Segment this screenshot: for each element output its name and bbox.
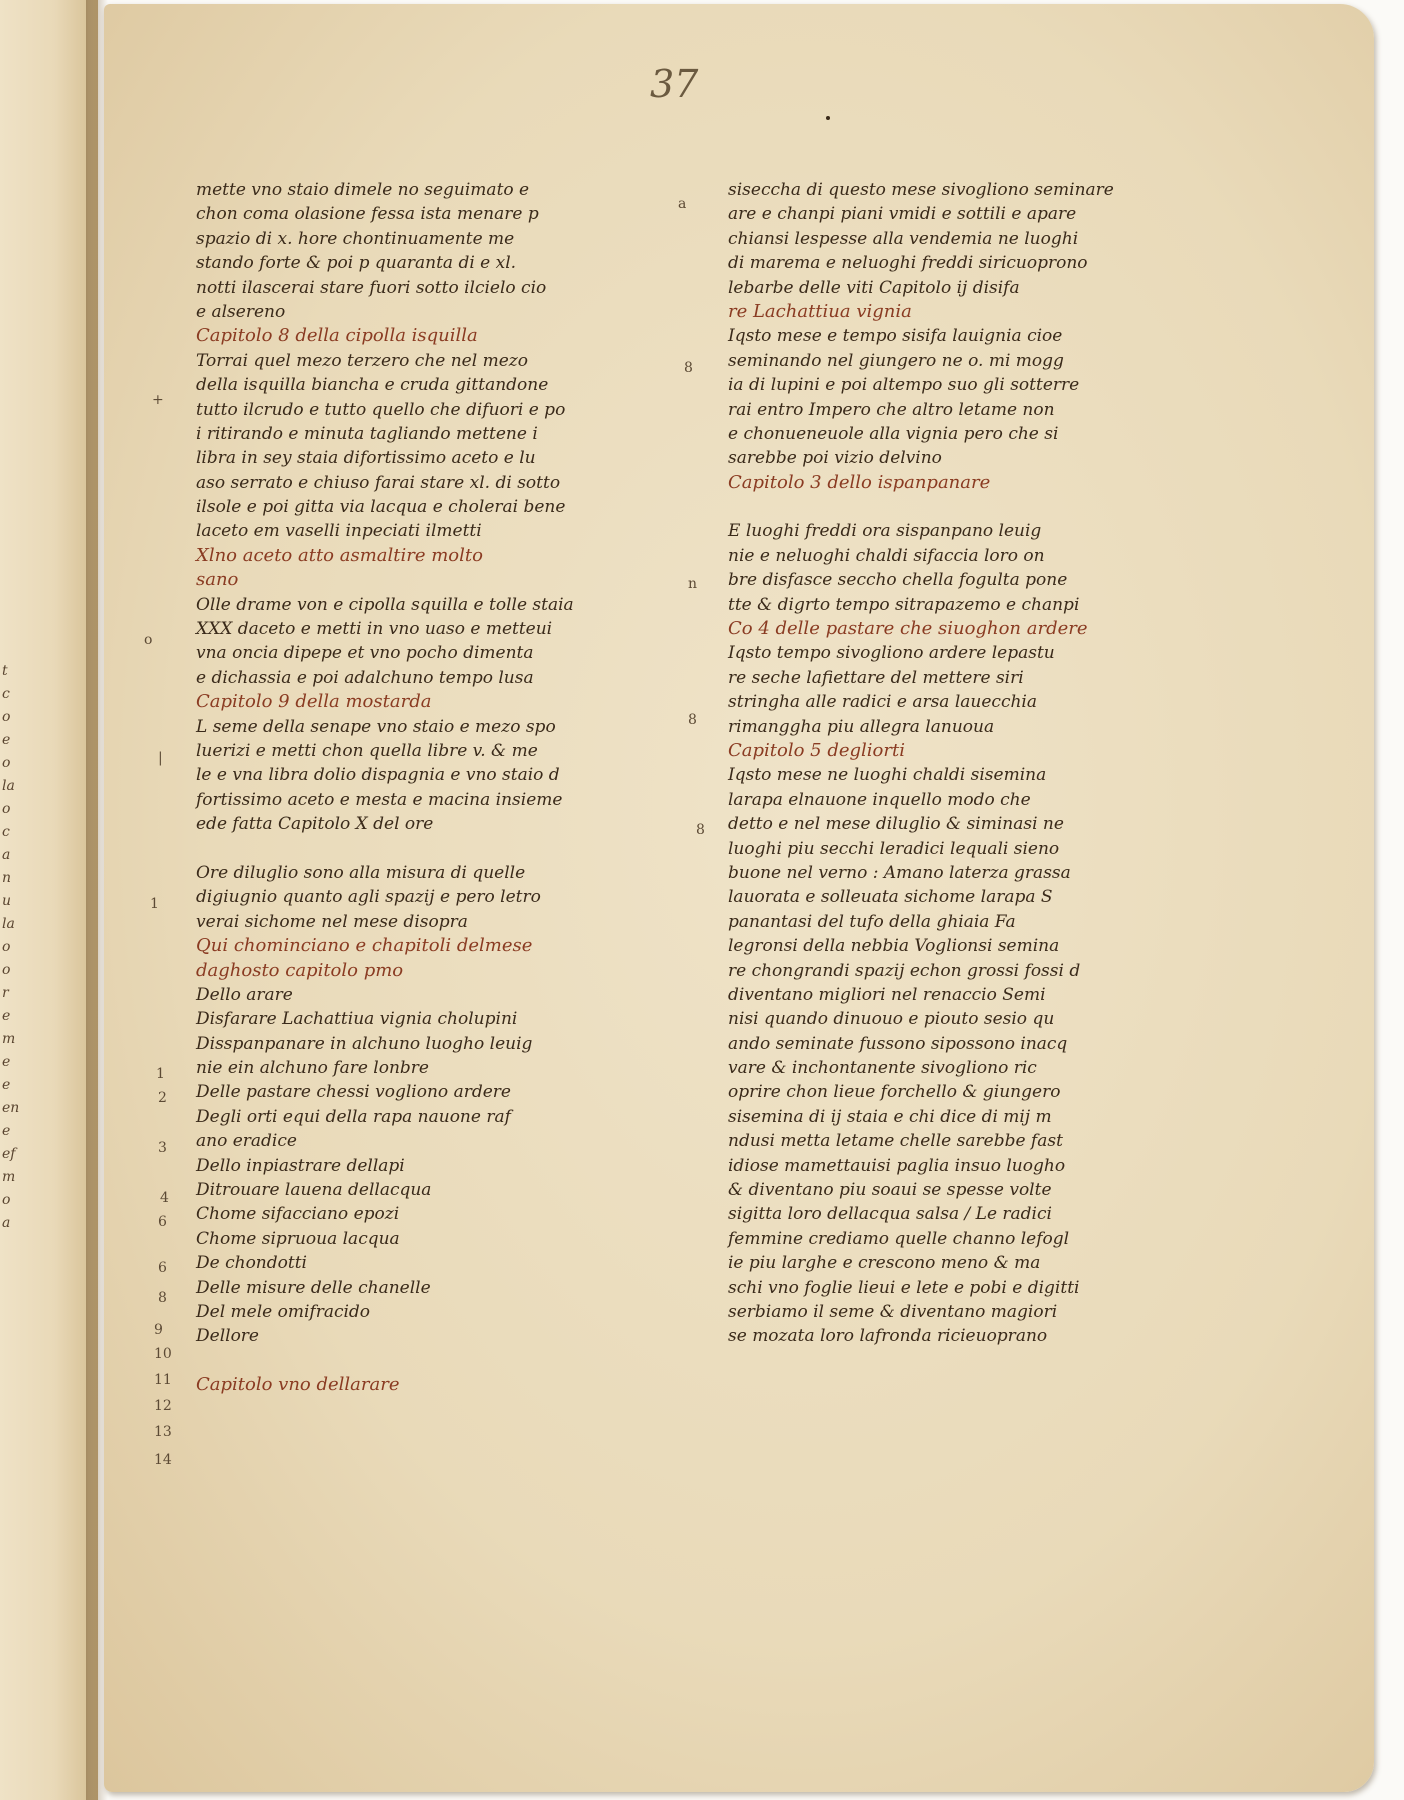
text-line: sisemina di ij staia e chi dice di mij m xyxy=(728,1106,1052,1127)
text-line: chiansi lespesse alla vendemia ne luoghi xyxy=(728,228,1079,249)
previous-page-fragment: m xyxy=(2,1169,16,1185)
text-line: verai sichome nel mese disopra xyxy=(196,911,468,932)
text-line: stringha alle radici e arsa lauecchia xyxy=(728,692,1037,713)
text-line: spazio di x. hore chontinuamente me xyxy=(196,228,515,249)
margin-mark: 8 xyxy=(688,712,697,728)
previous-page-fragment: c xyxy=(2,686,10,702)
text-line: aso serrato e chiuso farai stare xl. di sotto xyxy=(196,472,561,493)
text-line: Chome sipruoua lacqua xyxy=(196,1228,400,1249)
text-line: legronsi della nebbia Voglionsi semina xyxy=(728,936,1060,957)
text-line: ando seminate fussono sipossono inacq xyxy=(728,1033,1068,1054)
text-line xyxy=(196,837,666,861)
text-line: tutto ilcrudo e tutto quello che difuori e po xyxy=(196,399,566,420)
text-line: Disspanpanare in alchuno luogho leuig xyxy=(196,1033,533,1054)
right-text-column xyxy=(728,178,1198,1349)
text-line: buone nel verno : Amano laterza grassa xyxy=(728,862,1071,883)
text-line: tte & digrto tempo sitrapazemo e chanpi xyxy=(728,594,1080,615)
text-line: della isquilla biancha e cruda gittandone xyxy=(196,375,549,396)
previous-page-fragment: o xyxy=(2,962,11,978)
previous-page-fragment: e xyxy=(2,732,11,748)
margin-mark: 3 xyxy=(158,1140,167,1156)
text-line: L seme della senape vno staio e mezo spo xyxy=(196,716,556,737)
text-line: le e vna libra dolio dispagnia e vno staio d xyxy=(196,765,560,786)
margin-mark: 14 xyxy=(154,1452,172,1468)
text-line: e alsereno xyxy=(196,301,286,322)
text-line: di marema e neluoghi freddi siricuoprono xyxy=(728,253,1088,274)
previous-page-text xyxy=(2,660,32,1235)
rubric-line: daghosto capitolo pmo xyxy=(196,959,404,981)
previous-page-fragment: c xyxy=(2,824,10,840)
text-line: diventano migliori nel renaccio Semi xyxy=(728,984,1046,1005)
margin-mark: 4 xyxy=(160,1190,169,1206)
text-line: schi vno foglie lieui e lete e pobi e digitti xyxy=(728,1277,1080,1298)
rubric-line: re Lachattiua vignia xyxy=(728,300,912,322)
previous-page-fragment: e xyxy=(2,1123,11,1139)
text-line: Torrai quel mezo terzero che nel mezo xyxy=(196,350,528,371)
previous-page-fragment: n xyxy=(2,870,12,886)
text-line: serbiamo il seme & diventano magiori xyxy=(728,1301,1058,1322)
margin-mark: | xyxy=(158,750,163,766)
text-line: mette vno staio dimele no seguimato e xyxy=(196,180,530,200)
text-line: oprire chon lieue forchello & giungero xyxy=(728,1082,1061,1103)
margin-mark: 8 xyxy=(684,360,693,376)
text-line: panantasi del tufo della ghiaia Fa xyxy=(728,911,1016,932)
text-line: re chongrandi spazij echon grossi fossi d xyxy=(728,960,1081,981)
text-line: Del mele omifracido xyxy=(196,1301,371,1322)
text-line: nie e neluoghi chaldi sifaccia loro on xyxy=(728,545,1045,566)
text-line: Disfarare Lachattiua vignia cholupini xyxy=(196,1009,518,1030)
previous-page-fragment: o xyxy=(2,801,11,817)
previous-page-fragment: la xyxy=(2,778,15,794)
previous-page-fragment: e xyxy=(2,1077,11,1093)
text-line: i ritirando e minuta tagliando mettene i xyxy=(196,423,538,444)
text-line: ia di lupini e poi altempo suo gli sotterre xyxy=(728,375,1080,396)
text-line: stando forte & poi p quaranta di e xl. xyxy=(196,253,517,274)
text-line: Iqsto mese ne luoghi chaldi sisemina xyxy=(728,765,1047,786)
text-line: libra in sey staia difortissimo aceto e lu xyxy=(196,448,536,469)
text-line: idiose mamettauisi paglia insuo luogho xyxy=(728,1155,1066,1176)
text-line: nie ein alchuno fare lonbre xyxy=(196,1058,429,1079)
text-line: lauorata e solleuata sichome larapa S xyxy=(728,887,1053,908)
margin-mark: 2 xyxy=(158,1090,167,1106)
text-line: bre disfasce seccho chella fogulta pone xyxy=(728,570,1068,591)
text-line: fortissimo aceto e mesta e macina insieme xyxy=(196,789,563,810)
rubric-line: Qui chominciano e chapitoli delmese xyxy=(196,935,533,957)
text-line: Ore diluglio sono alla misura di quelle xyxy=(196,862,526,883)
text-line: De chondotti xyxy=(196,1253,307,1274)
margin-mark: 1 xyxy=(150,896,159,912)
previous-page-fragment: a xyxy=(2,1215,11,1231)
text-line: sigitta loro dellacqua salsa / Le radici xyxy=(728,1204,1052,1225)
text-line: siseccha di questo mese sivogliono seminare xyxy=(728,180,1114,200)
margin-mark: 8 xyxy=(696,822,705,838)
margin-mark: a xyxy=(678,196,687,212)
rubric-line: Capitolo vno dellarare xyxy=(196,1374,400,1396)
previous-page-fragment: e xyxy=(2,1054,11,1070)
text-line: larapa elnauone inquello modo che xyxy=(728,789,1031,810)
text-line: notti ilascerai stare fuori sotto ilcielo cio xyxy=(196,277,547,298)
margin-mark: 6 xyxy=(158,1214,167,1230)
text-line: Dellore xyxy=(196,1326,259,1347)
text-line: chon coma olasione fessa ista menare p xyxy=(196,204,539,225)
left-text-column xyxy=(196,178,666,1398)
text-line xyxy=(728,495,1198,519)
rubric-line: sano xyxy=(196,569,239,591)
text-line: e chonueneuole alla vignia pero che si xyxy=(728,423,1059,444)
text-line: ie piu larghe e crescono meno & ma xyxy=(728,1253,1041,1274)
rubric-line: Capitolo 8 della cipolla isquilla xyxy=(196,325,478,347)
previous-page-fragment: ef xyxy=(2,1146,16,1162)
previous-page-fragment: o xyxy=(2,939,11,955)
margin-mark: o xyxy=(144,632,153,648)
margin-mark: 1 xyxy=(156,1066,165,1082)
text-line: Iqsto mese e tempo sisifa lauignia cioe xyxy=(728,326,1063,347)
text-line: digiugnio quanto agli spazij e pero letro xyxy=(196,887,541,908)
text-line: Iqsto tempo sivogliono ardere lepastu xyxy=(728,643,1055,664)
text-line: Dello arare xyxy=(196,984,293,1005)
text-line: vna oncia dipepe et vno pocho dimenta xyxy=(196,643,534,664)
text-line: Delle misure delle chanelle xyxy=(196,1277,431,1298)
margin-mark: 10 xyxy=(154,1346,172,1362)
previous-page-fragment: a xyxy=(2,847,11,863)
margin-mark: + xyxy=(152,392,164,408)
text-line: lebarbe delle viti Capitolo ij disifa xyxy=(728,277,1020,298)
previous-page-fragment: o xyxy=(2,709,11,725)
margin-mark: 12 xyxy=(154,1398,172,1414)
text-line: rai entro Impero che altro letame non xyxy=(728,399,1055,420)
rubric-line: Xlno aceto atto asmaltire molto xyxy=(196,544,483,566)
previous-page-fragment: en xyxy=(2,1100,20,1116)
text-line: Dello inpiastrare dellapi xyxy=(196,1155,405,1176)
margin-mark: 13 xyxy=(154,1424,172,1440)
text-line: Chome sifacciano epozi xyxy=(196,1204,400,1225)
text-line: rimanggha piu allegra lanuoua xyxy=(728,716,995,737)
text-line: luoghi piu secchi leradici lequali sieno xyxy=(728,838,1060,859)
rubric-line: Co 4 delle pastare che siuoghon ardere xyxy=(728,618,1088,640)
folio-number: 37 xyxy=(650,62,699,106)
text-line: XXX daceto e metti in vno uaso e metteui xyxy=(196,619,553,640)
margin-mark: 11 xyxy=(154,1372,172,1388)
previous-page-fragment: o xyxy=(2,755,11,771)
previous-page-fragment: e xyxy=(2,1008,11,1024)
text-line: se mozata loro lafronda ricieuoprano xyxy=(728,1326,1048,1347)
text-line: ndusi metta letame chelle sarebbe fast xyxy=(728,1131,1063,1152)
text-line: Olle drame von e cipolla squilla e tolle staia xyxy=(196,594,574,615)
text-line: Degli orti equi della rapa nauone raf xyxy=(196,1106,511,1127)
text-line: & diventano piu soaui se spesse volte xyxy=(728,1180,1052,1201)
text-line: nisi quando dinuouo e piouto sesio qu xyxy=(728,1009,1055,1030)
margin-mark: n xyxy=(688,576,698,592)
rubric-line: Capitolo 9 della mostarda xyxy=(196,691,432,713)
margin-mark: 9 xyxy=(154,1322,163,1338)
text-line: detto e nel mese diluglio & siminasi ne xyxy=(728,814,1064,835)
text-line: Ditrouare lauena dellacqua xyxy=(196,1180,432,1201)
previous-page-fragment: o xyxy=(2,1192,11,1208)
text-line: sarebbe poi vizio delvino xyxy=(728,448,942,469)
margin-mark: 8 xyxy=(158,1290,167,1306)
text-line: are e chanpi piani vmidi e sottili e apare xyxy=(728,204,1077,225)
text-line: luerizi e metti chon quella libre v. & me xyxy=(196,740,538,761)
text-line: vare & inchontanente sivogliono ric xyxy=(728,1058,1037,1079)
rubric-line: Capitolo 5 degliorti xyxy=(728,739,905,761)
text-line: Delle pastare chessi vogliono ardere xyxy=(196,1082,511,1103)
text-line xyxy=(196,1349,666,1373)
previous-page-fragment: r xyxy=(2,985,9,1001)
text-line: e dichassia e poi adalchuno tempo lusa xyxy=(196,667,534,688)
previous-page-fragment: la xyxy=(2,916,15,932)
margin-mark: 6 xyxy=(158,1260,167,1276)
previous-page-fragment: m xyxy=(2,1031,16,1047)
ink-dot xyxy=(826,116,830,120)
text-line: ano eradice xyxy=(196,1131,297,1152)
text-line: re seche lafiettare del mettere siri xyxy=(728,667,1024,688)
text-line: ilsole e poi gitta via lacqua e cholerai bene xyxy=(196,497,566,518)
text-line: ede fatta Capitolo X del ore xyxy=(196,814,434,835)
previous-page-fragment: u xyxy=(2,893,12,909)
text-line: laceto em vaselli inpeciati ilmetti xyxy=(196,521,482,542)
rubric-line: Capitolo 3 dello ispanpanare xyxy=(728,471,991,493)
text-line: E luoghi freddi ora sispanpano leuig xyxy=(728,521,1042,542)
previous-page-fragment: t xyxy=(2,663,8,679)
text-line: femmine crediamo quelle channo lefogl xyxy=(728,1228,1070,1249)
text-line: seminando nel giungero ne o. mi mogg xyxy=(728,350,1064,371)
